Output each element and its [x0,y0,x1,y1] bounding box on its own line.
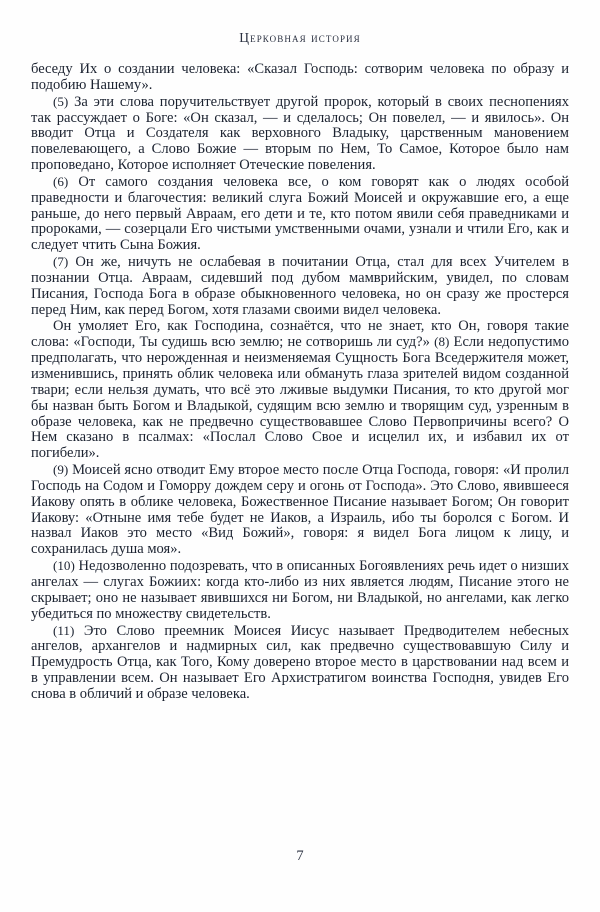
paragraph-text: От самого создания человека все, о ком говорят как о людях особой праведности и благочестия: великий слуга Божий Моисей и окружавшие его, а еще раньше, до него первый Авраам, его дети и те, кто потом явили себя праведниками и пророками, — созерцали Его чистыми умственными очами, узнали и чтили Его, как и следует чтить Сына Божия. [31,173,569,254]
paragraph-continuation [31,62,569,94]
paragraph-text: За эти слова поручительствует другой пророк, который в своих песнопениях так рассуждает о Боге: «Он сказал, — и сделалось; Он повелел, — и явилось». Он вводит Отца и Создателя как верховного Владыку, царственным мановением повелевающего, а Слово Божие — вторым по Нем, То Самое, Которое было нам проповедано, Которое исполняет Отеческие повеления. [31,93,569,174]
section-number-5: (5) [53,93,69,109]
paragraph-7 [31,254,569,318]
paragraph-text: Моисей ясно отводит Ему второе место после Отца Господа, говоря: «И пролил Господь на Содом и Гоморру дождем серу и огонь от Господа». Это Слово, явившееся Иакову опять в облике человека, Божественное Писание называет Богом; Он говорит Иакову: «Отныне имя тебе будет не Иаков, а Израиль, ибо ты боролся с Богом. И назвал Иаков это место «Вид Божий», говоря: я видел Бога лицом к лицу, и сохранилась душа моя». [31,462,569,558]
paragraph-6 [31,174,569,254]
paragraph-text: Это Слово преемник Моисея Иисус называет Предводителем небесных ангелов, архангелов и надмирных сил, как предвечно существовавшую Силу и Премудрость Отца, как Того, Кому доверено второе место в царствовании над всем и в управлении всем. Он называет Его Архистратигом воинства Господня, увидев Его снова в обличий и образе человека. [31,622,569,702]
paragraph-text: Недозволенно подозревать, что в описанных Богоявлениях речь идет о низших ангелах — слугах Божиих: когда кто-либо из них является людям, Писание этого не скрывает; оно не называет явившихся ни Богом, ни Владыкой, но ангелами, как легко убедиться по множеству свидетельств. [31,558,569,622]
section-number-7: (7) [53,254,69,270]
paragraph-8 [31,319,569,463]
section-number-9: (9) [53,462,69,478]
paragraph-10 [31,558,569,622]
paragraph-text: Он же, ничуть не ослабевая в почитании Отца, стал для всех Учителем в познании Отца. Авраам, сидевший под дубом мамврийским, увидел, по словам Писания, Господа Бога в образе обыкновенного человека, но он сразу же простерся перед Ним, как перед Богом, хотя глазами своими видел человека. [31,254,569,318]
running-header: Церковная история [239,30,361,45]
paragraph-text: беседу Их о создании человека: «Сказал Господь: сотворим человека по образу и подобию Нашему». [31,61,569,93]
paragraph-text-after: Если недопустимо предполагать, что нерожденная и неизменяемая Сущность Бога Вседержителя может, изменившись, принять облик человека или обмануть глаза зрителей видом созданной твари; если нельзя думать, что всё это лживые выдумки Писания, то кто другой мог бы назван быть Богом и Владыкой, судящим всю землю и творящим суд, узренным в образе человека, как не предвечно существовавшее Слово Первопричины всего? О Нем сказано в псалмах: «Послал Слово Свое и исцелил их, и избавил их от погибели». [31,334,569,462]
section-number-6: (6) [53,173,69,189]
body-text-block [31,62,569,703]
paragraph-5 [31,94,569,174]
page-number: 7 [296,848,304,864]
paragraph-9 [31,462,569,558]
paragraph-text: Он умоляет Его, как Господина, сознаётся, что не знает, кто Он, говоря такие слова: «Господи, Ты судишь всю землю; не сотворишь ли суд?» [31,317,569,351]
paragraph-11 [31,623,569,703]
section-number-10: (10) [53,558,75,574]
section-number-8: (8) [434,334,450,350]
section-number-11: (11) [53,622,75,638]
